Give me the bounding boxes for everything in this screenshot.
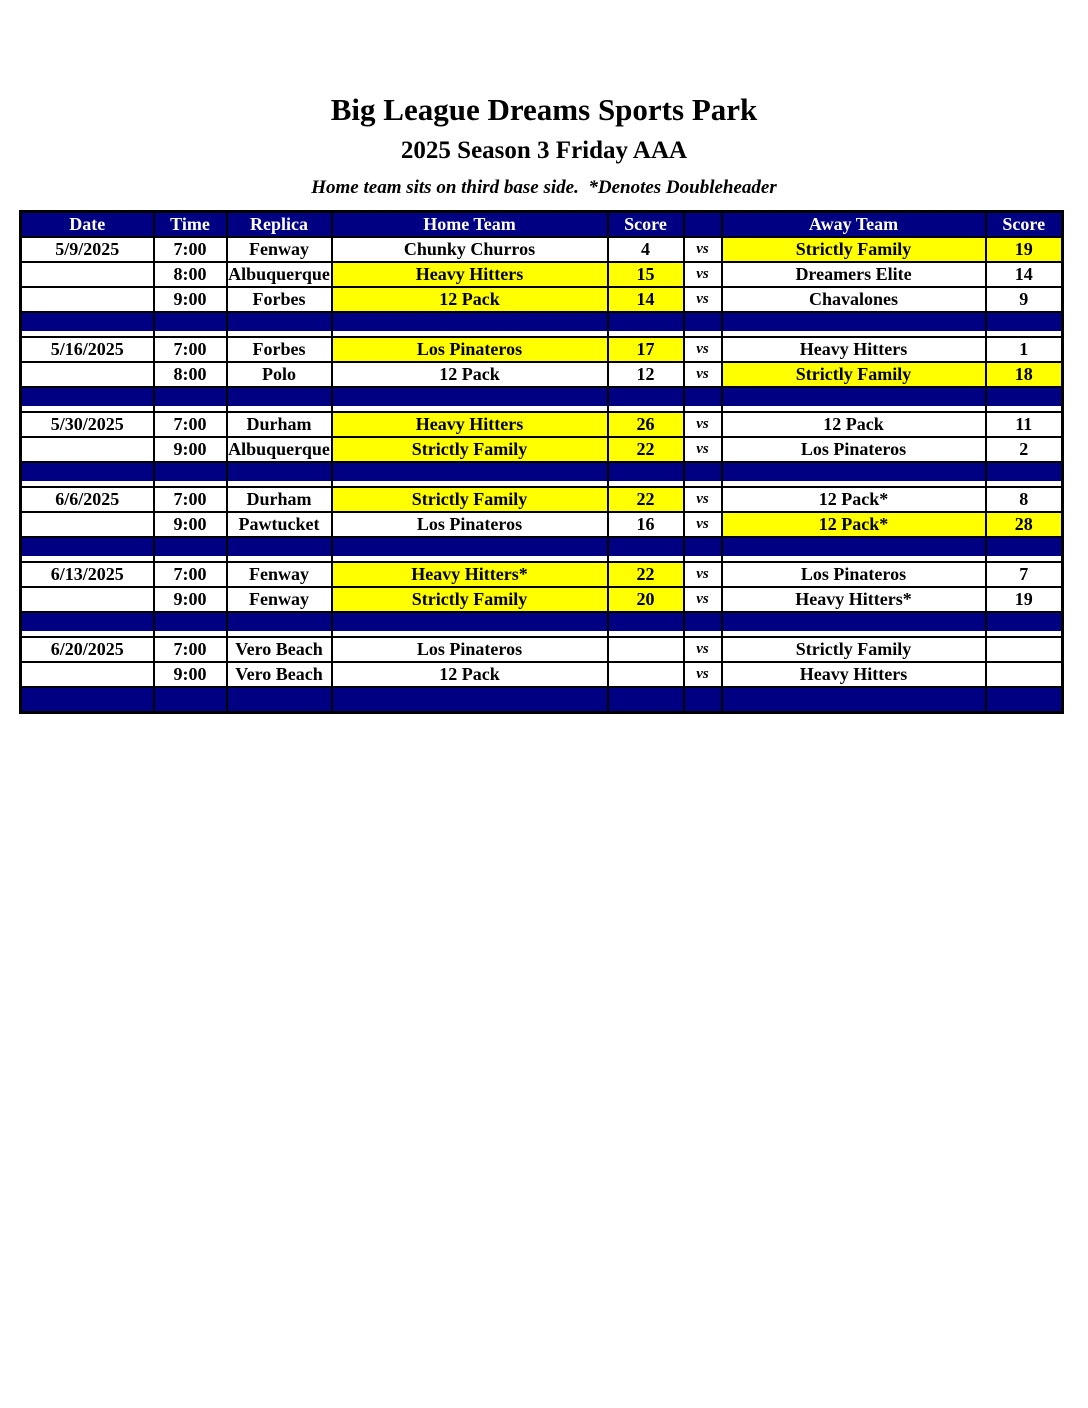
separator-cell <box>986 462 1063 487</box>
replica-cell: Fenway <box>227 237 332 262</box>
header-replica: Replica <box>227 212 332 238</box>
separator-cell <box>608 687 684 713</box>
time-cell: 7:00 <box>154 637 227 662</box>
game-row <box>21 337 1063 362</box>
away-score-cell: 28 <box>986 512 1063 537</box>
time-cell: 9:00 <box>154 512 227 537</box>
separator-cell <box>154 537 227 562</box>
away-score-cell: 19 <box>986 587 1063 612</box>
vs-cell: vs <box>684 337 722 362</box>
away-score-cell: 7 <box>986 562 1063 587</box>
game-row <box>21 512 1063 537</box>
vs-cell: vs <box>684 287 722 312</box>
header-home-score: Score <box>608 212 684 238</box>
home-team-cell: Heavy Hitters <box>332 412 608 437</box>
time-cell: 9:00 <box>154 662 227 687</box>
time-cell: 7:00 <box>154 487 227 512</box>
time-cell: 8:00 <box>154 262 227 287</box>
replica-cell: Albuquerque <box>227 437 332 462</box>
home-team-cell: Heavy Hitters <box>332 262 608 287</box>
away-score-cell: 18 <box>986 362 1063 387</box>
vs-cell: vs <box>684 637 722 662</box>
game-row <box>21 587 1063 612</box>
separator-cell <box>722 462 986 487</box>
game-row <box>21 287 1063 312</box>
home-score-cell: 22 <box>608 487 684 512</box>
home-score-cell: 4 <box>608 237 684 262</box>
replica-cell: Durham <box>227 487 332 512</box>
away-team-cell: Dreamers Elite <box>722 262 986 287</box>
vs-cell: vs <box>684 362 722 387</box>
game-row <box>21 412 1063 437</box>
header-away-team: Away Team <box>722 212 986 238</box>
separator-cell <box>722 312 986 337</box>
separator-cell <box>332 387 608 412</box>
separator-cell <box>227 312 332 337</box>
game-row <box>21 487 1063 512</box>
separator-cell <box>227 687 332 713</box>
separator-row <box>21 387 1063 412</box>
page-title: Big League Dreams Sports Park <box>330 92 758 127</box>
away-team-cell: Strictly Family <box>722 237 986 262</box>
home-team-cell: 12 Pack <box>332 287 608 312</box>
replica-cell: Vero Beach <box>227 637 332 662</box>
home-team-cell: Strictly Family <box>332 487 608 512</box>
replica-cell: Polo <box>227 362 332 387</box>
separator-cell <box>154 687 227 713</box>
away-team-cell: Strictly Family <box>722 637 986 662</box>
time-cell: 8:00 <box>154 362 227 387</box>
away-team-cell: 12 Pack* <box>722 487 986 512</box>
vs-cell: vs <box>684 512 722 537</box>
separator-cell <box>332 537 608 562</box>
header-date: Date <box>21 212 154 238</box>
home-score-cell: 15 <box>608 262 684 287</box>
replica-cell: Fenway <box>227 562 332 587</box>
header-home-team: Home Team <box>332 212 608 238</box>
date-cell: 6/20/2025 <box>21 637 154 662</box>
separator-cell <box>154 612 227 637</box>
header-time: Time <box>154 212 227 238</box>
home-score-cell: 22 <box>608 437 684 462</box>
away-team-cell: 12 Pack <box>722 412 986 437</box>
separator-cell <box>684 387 722 412</box>
away-score-cell: 2 <box>986 437 1063 462</box>
date-cell <box>21 262 154 287</box>
away-team-cell: 12 Pack* <box>722 512 986 537</box>
date-cell <box>21 662 154 687</box>
separator-cell <box>684 612 722 637</box>
away-score-cell <box>986 662 1063 687</box>
date-cell <box>21 362 154 387</box>
separator-cell <box>722 612 986 637</box>
home-team-cell: Los Pinateros <box>332 637 608 662</box>
separator-cell <box>154 387 227 412</box>
separator-row <box>21 537 1063 562</box>
page-note: Home team sits on third base side. *Denotes Doubleheader <box>311 177 777 199</box>
home-score-cell: 14 <box>608 287 684 312</box>
home-team-cell: 12 Pack <box>332 662 608 687</box>
separator-cell <box>227 537 332 562</box>
separator-cell <box>227 612 332 637</box>
separator-row <box>21 687 1063 713</box>
separator-cell <box>608 612 684 637</box>
vs-cell: vs <box>684 437 722 462</box>
vs-cell: vs <box>684 237 722 262</box>
time-cell: 9:00 <box>154 287 227 312</box>
separator-cell <box>722 537 986 562</box>
date-cell: 5/16/2025 <box>21 337 154 362</box>
game-row <box>21 362 1063 387</box>
separator-cell <box>21 312 154 337</box>
replica-cell: Vero Beach <box>227 662 332 687</box>
away-team-cell: Heavy Hitters <box>722 662 986 687</box>
home-team-cell: Los Pinateros <box>332 512 608 537</box>
game-row <box>21 262 1063 287</box>
separator-cell <box>608 462 684 487</box>
separator-cell <box>608 312 684 337</box>
away-score-cell: 8 <box>986 487 1063 512</box>
separator-cell <box>986 312 1063 337</box>
separator-cell <box>608 387 684 412</box>
replica-cell: Albuquerque <box>227 262 332 287</box>
away-team-cell: Los Pinateros <box>722 437 986 462</box>
date-cell: 6/6/2025 <box>21 487 154 512</box>
separator-cell <box>684 462 722 487</box>
replica-cell: Durham <box>227 412 332 437</box>
separator-cell <box>154 312 227 337</box>
home-team-cell: Los Pinateros <box>332 337 608 362</box>
home-score-cell: 17 <box>608 337 684 362</box>
time-cell: 9:00 <box>154 587 227 612</box>
home-score-cell <box>608 637 684 662</box>
separator-cell <box>21 537 154 562</box>
date-cell: 6/13/2025 <box>21 562 154 587</box>
separator-cell <box>21 687 154 713</box>
separator-cell <box>684 687 722 713</box>
separator-cell <box>332 687 608 713</box>
separator-cell <box>227 387 332 412</box>
page-subtitle: 2025 Season 3 Friday AAA <box>400 136 688 164</box>
date-cell: 5/30/2025 <box>21 412 154 437</box>
replica-cell: Forbes <box>227 287 332 312</box>
away-team-cell: Los Pinateros <box>722 562 986 587</box>
separator-cell <box>684 537 722 562</box>
game-row <box>21 237 1063 262</box>
away-score-cell: 9 <box>986 287 1063 312</box>
away-team-cell: Heavy Hitters* <box>722 587 986 612</box>
game-row <box>21 637 1063 662</box>
date-cell <box>21 587 154 612</box>
separator-row <box>21 462 1063 487</box>
date-cell: 5/9/2025 <box>21 237 154 262</box>
vs-cell: vs <box>684 662 722 687</box>
away-score-cell: 14 <box>986 262 1063 287</box>
home-score-cell <box>608 662 684 687</box>
time-cell: 7:00 <box>154 562 227 587</box>
vs-cell: vs <box>684 562 722 587</box>
replica-cell: Pawtucket <box>227 512 332 537</box>
time-cell: 7:00 <box>154 412 227 437</box>
time-cell: 7:00 <box>154 337 227 362</box>
vs-cell: vs <box>684 412 722 437</box>
home-score-cell: 20 <box>608 587 684 612</box>
separator-cell <box>332 312 608 337</box>
time-cell: 9:00 <box>154 437 227 462</box>
game-row <box>21 562 1063 587</box>
separator-cell <box>986 612 1063 637</box>
separator-cell <box>227 462 332 487</box>
home-score-cell: 12 <box>608 362 684 387</box>
separator-cell <box>332 612 608 637</box>
date-cell <box>21 287 154 312</box>
away-team-cell: Heavy Hitters <box>722 337 986 362</box>
home-team-cell: Strictly Family <box>332 437 608 462</box>
replica-cell: Fenway <box>227 587 332 612</box>
separator-cell <box>986 687 1063 713</box>
vs-cell: vs <box>684 587 722 612</box>
vs-cell: vs <box>684 262 722 287</box>
header-away-score: Score <box>986 212 1063 238</box>
separator-cell <box>154 462 227 487</box>
separator-cell <box>986 387 1063 412</box>
home-team-cell: Heavy Hitters* <box>332 562 608 587</box>
separator-cell <box>684 312 722 337</box>
away-team-cell: Strictly Family <box>722 362 986 387</box>
separator-cell <box>21 612 154 637</box>
home-score-cell: 16 <box>608 512 684 537</box>
date-cell <box>21 437 154 462</box>
separator-row <box>21 312 1063 337</box>
separator-cell <box>722 387 986 412</box>
separator-row <box>21 612 1063 637</box>
table-header-row <box>21 212 1063 238</box>
game-row <box>21 437 1063 462</box>
date-cell <box>21 512 154 537</box>
home-score-cell: 22 <box>608 562 684 587</box>
home-team-cell: Strictly Family <box>332 587 608 612</box>
header-vs <box>684 212 722 238</box>
away-score-cell <box>986 637 1063 662</box>
home-score-cell: 26 <box>608 412 684 437</box>
separator-cell <box>722 687 986 713</box>
separator-cell <box>21 462 154 487</box>
schedule-table <box>19 210 1064 714</box>
away-score-cell: 11 <box>986 412 1063 437</box>
game-row <box>21 662 1063 687</box>
away-score-cell: 1 <box>986 337 1063 362</box>
separator-cell <box>608 537 684 562</box>
away-team-cell: Chavalones <box>722 287 986 312</box>
separator-cell <box>332 462 608 487</box>
replica-cell: Forbes <box>227 337 332 362</box>
time-cell: 7:00 <box>154 237 227 262</box>
home-team-cell: Chunky Churros <box>332 237 608 262</box>
separator-cell <box>986 537 1063 562</box>
vs-cell: vs <box>684 487 722 512</box>
home-team-cell: 12 Pack <box>332 362 608 387</box>
separator-cell <box>21 387 154 412</box>
away-score-cell: 19 <box>986 237 1063 262</box>
